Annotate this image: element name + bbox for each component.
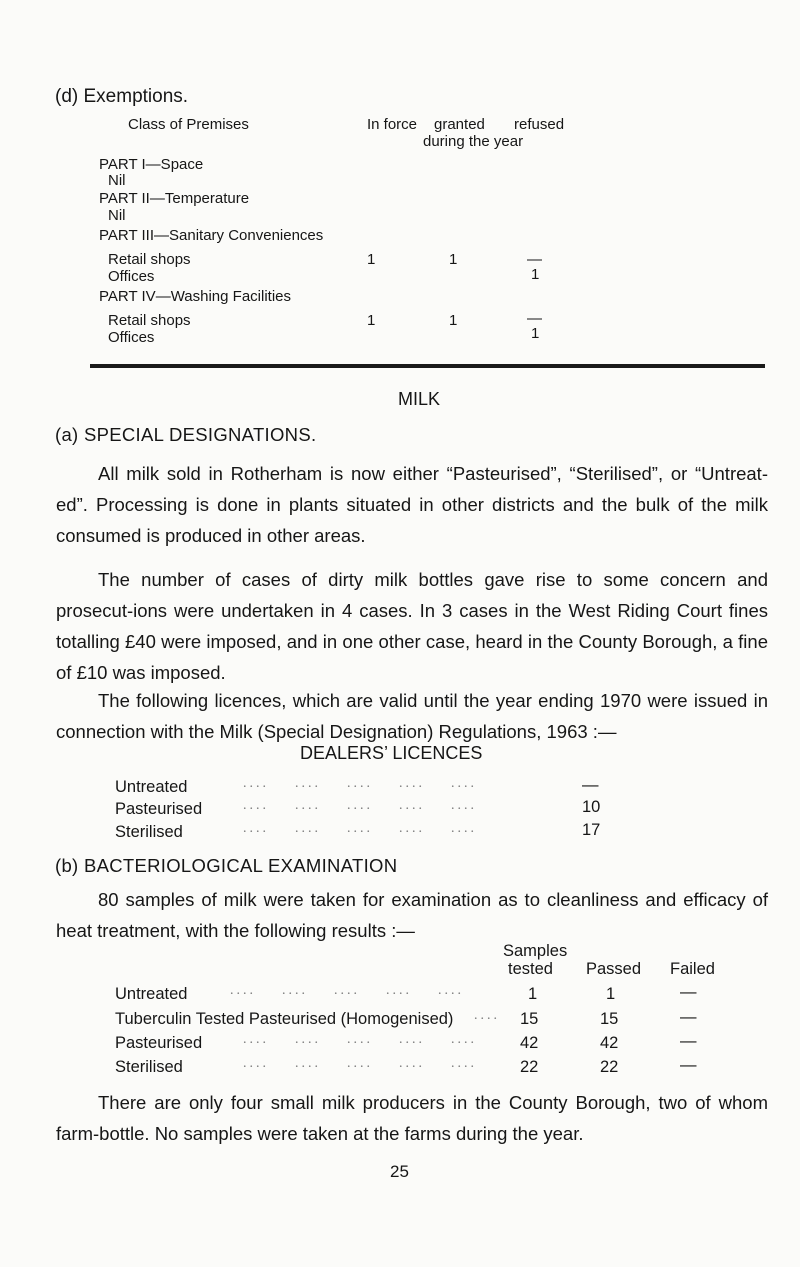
leader-dots: .... .... .... .... .... — [243, 1056, 477, 1071]
col-header-tested: tested — [508, 960, 553, 978]
col-header-in-force: In force — [367, 116, 418, 133]
leader-dots: .... .... .... .... .... — [243, 821, 477, 836]
refused-value: 1 — [531, 325, 540, 342]
part-title: PART IV—Washing Facilities — [99, 288, 292, 305]
col-header-refused: refused — [514, 116, 565, 133]
passed-value: 1 — [606, 985, 616, 1003]
milk-title: MILK — [398, 389, 441, 409]
granted-value: 1 — [449, 312, 458, 329]
dealer-label: Sterilised — [115, 823, 183, 841]
leader-dots: .... .... .... .... .... — [243, 776, 477, 791]
failed-value: — — [680, 983, 697, 1001]
col-header-class: Class of Premises — [128, 116, 249, 133]
part-title: PART II—Temperature — [99, 190, 250, 207]
leader-dots: .... .... .... .... .... — [243, 798, 477, 813]
leader-dots: .... .... .... .... .... — [230, 983, 464, 998]
paragraph-milk-sold: All milk sold in Rotherham is now either “Pasteurised”, “Sterilised”, or “Untreat-ed”. Processing is done in plants situated in other districts and the bulk of the milk consumed is produced in other areas. — [56, 463, 768, 546]
dealer-label: Pasteurised — [115, 800, 203, 818]
col-header-failed: Failed — [670, 960, 715, 978]
paragraph-samples: 80 samples of milk were taken for examination as to cleanliness and efficacy of heat treatment, with the following results :— — [56, 889, 768, 941]
row-label: Retail shops — [108, 251, 191, 268]
tested-value: 22 — [520, 1058, 539, 1076]
failed-value: — — [680, 1008, 697, 1026]
leader-dots: .... — [474, 1008, 500, 1023]
dealers-licences-heading: DEALERS’ LICENCES — [300, 743, 483, 763]
page-number: 25 — [390, 1162, 409, 1181]
dealer-value: — — [582, 776, 599, 794]
result-label: Tuberculin Tested Pasteurised (Homogenised) — [115, 1010, 454, 1028]
col-header-during-year: during the year — [423, 133, 524, 150]
part-title: PART I—Space — [99, 156, 204, 173]
row-label: Retail shops — [108, 312, 191, 329]
bacteriological-heading: (b) BACTERIOLOGICAL EXAMINATION — [55, 855, 398, 876]
tested-value: 42 — [520, 1034, 539, 1052]
col-header-granted: granted — [434, 116, 485, 133]
paragraph-producers: There are only four small milk producers in the County Borough, two of whom farm-bottle. No samples were taken at the farms during the year. — [56, 1092, 768, 1144]
refused-value: — — [527, 251, 542, 268]
tested-value: 1 — [528, 985, 538, 1003]
dealer-label: Untreated — [115, 778, 188, 796]
refused-value: — — [527, 310, 542, 327]
passed-value: 42 — [600, 1034, 619, 1052]
row-label: Offices — [108, 268, 155, 285]
special-designations-heading: (a) SPECIAL DESIGNATIONS. — [55, 424, 317, 445]
col-header-samples: Samples — [503, 942, 568, 960]
col-header-passed: Passed — [586, 960, 642, 978]
passed-value: 15 — [600, 1010, 619, 1028]
leader-dots: .... .... .... .... .... — [243, 1032, 477, 1047]
refused-value: 1 — [531, 266, 540, 283]
row-label: Nil — [108, 172, 126, 189]
tested-value: 15 — [520, 1010, 539, 1028]
dealer-value: 10 — [582, 798, 601, 816]
granted-value: 1 — [449, 251, 458, 268]
in-force-value: 1 — [367, 312, 376, 329]
section-divider — [90, 364, 765, 368]
result-label: Untreated — [115, 985, 188, 1003]
failed-value: — — [680, 1056, 697, 1074]
part-title: PART III—Sanitary Conveniences — [99, 227, 324, 244]
in-force-value: 1 — [367, 251, 376, 268]
passed-value: 22 — [600, 1058, 619, 1076]
row-label: Nil — [108, 207, 126, 224]
row-label: Offices — [108, 329, 155, 346]
paragraph-dirty-bottles: The number of cases of dirty milk bottles gave rise to some concern and prosecut-ions were undertaken in 4 cases. In 3 cases in the West Riding Court fines totalling £40 were imposed, and in one other case, heard in the County Borough, a fine of £10 was imposed. — [56, 569, 768, 683]
failed-value: — — [680, 1032, 697, 1050]
result-label: Sterilised — [115, 1058, 183, 1076]
dealer-value: 17 — [582, 821, 601, 839]
paragraph-licences: The following licences, which are valid until the year ending 1970 were issued in connection with the Milk (Special Designation) Regulations, 1963 :— — [56, 690, 768, 742]
result-label: Pasteurised — [115, 1034, 203, 1052]
exemptions-heading: (d) Exemptions. — [55, 86, 189, 107]
